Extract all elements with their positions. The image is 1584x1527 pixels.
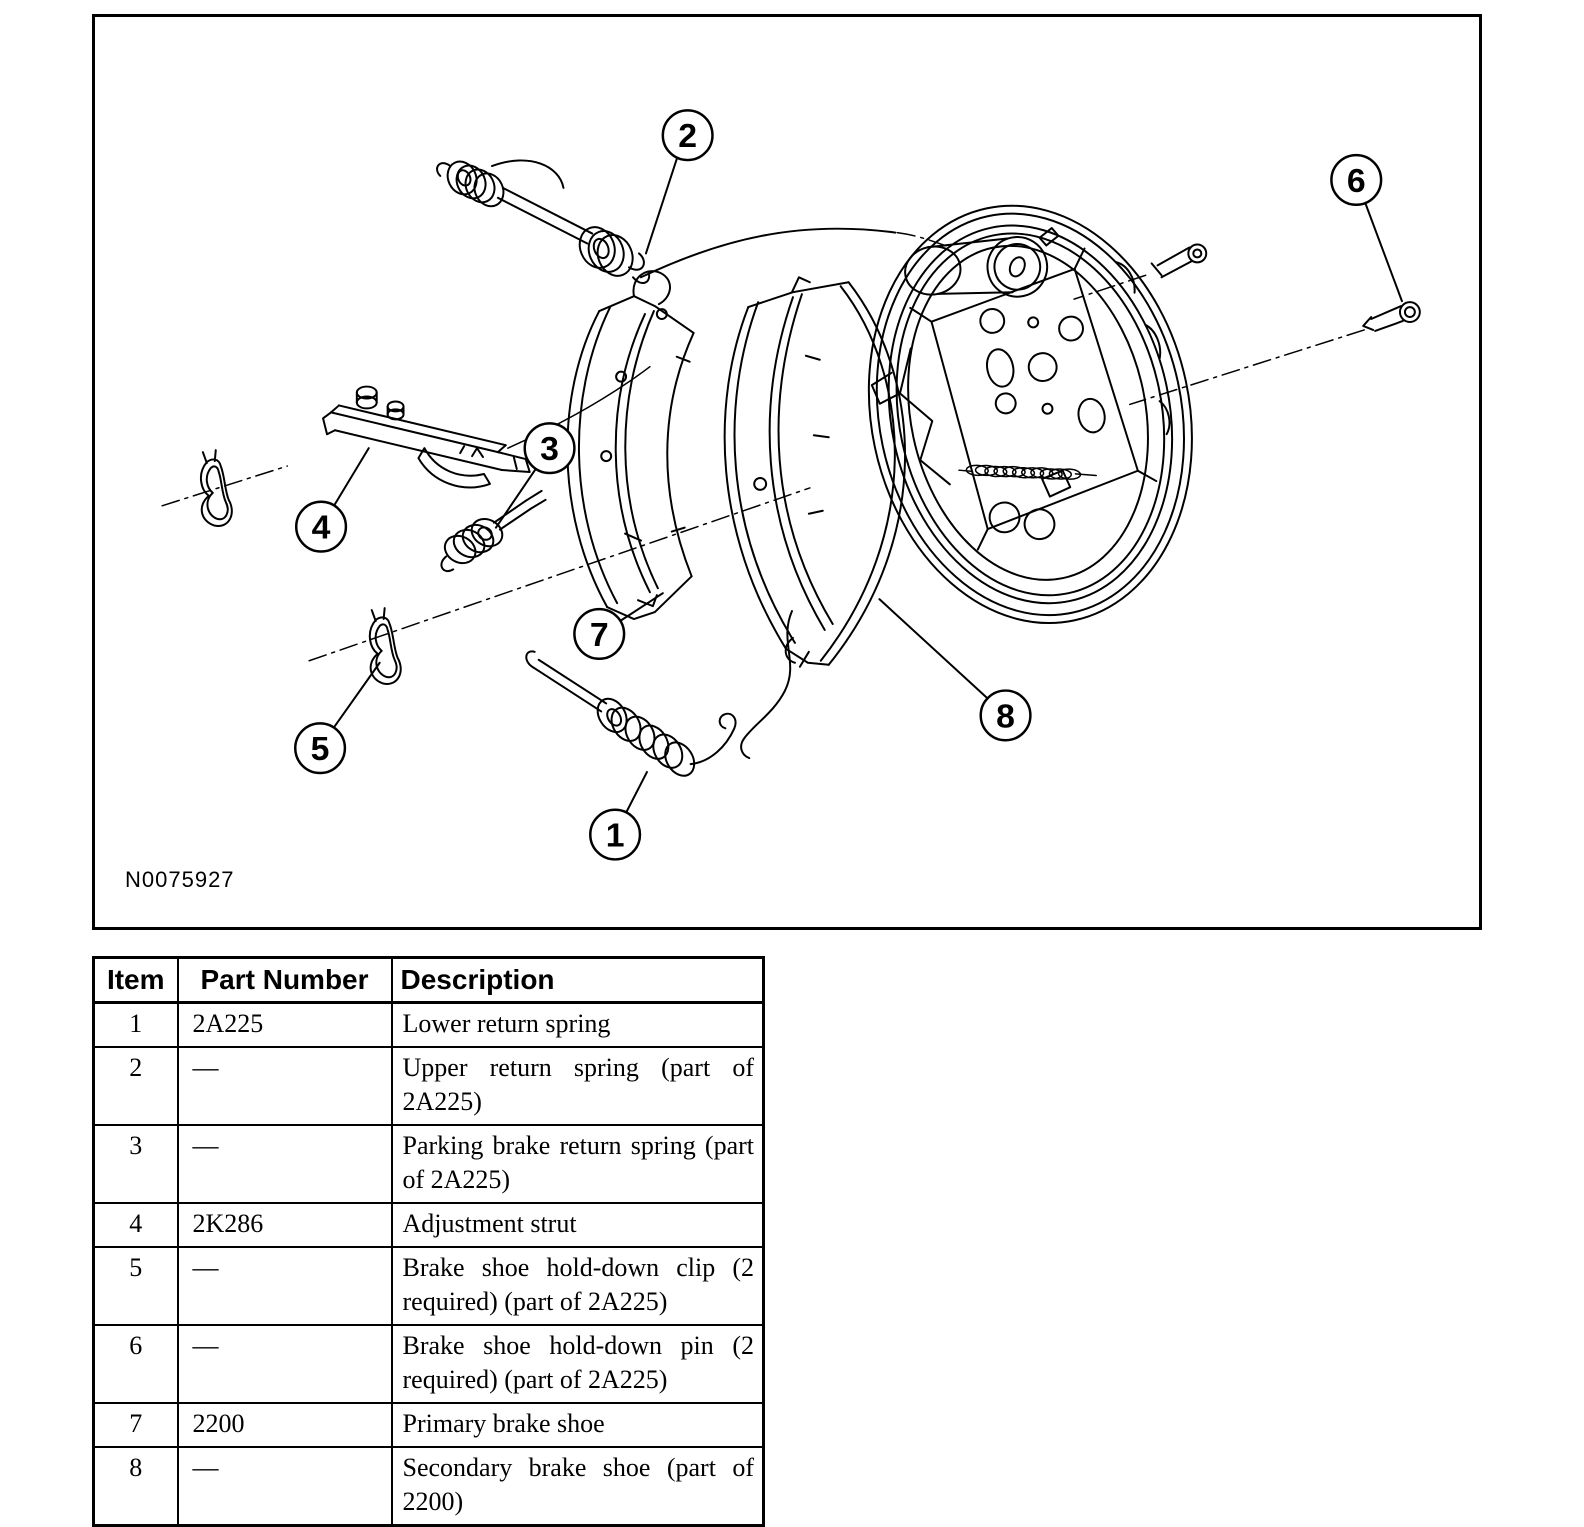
part-number: 2200 <box>178 1403 392 1447</box>
hold-down-pin-right <box>1363 302 1420 331</box>
table-row <box>94 1203 764 1247</box>
table-row <box>94 1003 764 1048</box>
hold-down-clip-lower <box>370 608 401 684</box>
callout-8-label: 8 <box>996 697 1015 736</box>
item-number: 5 <box>94 1247 178 1325</box>
part-description: Upper return spring (part of 2A225) <box>392 1047 764 1125</box>
table-header-row <box>94 958 764 1003</box>
table-row <box>94 1325 764 1403</box>
leader-1 <box>626 772 647 813</box>
header-description: Description <box>392 958 764 1003</box>
parking-cable-lower <box>741 611 792 758</box>
parking-brake-cable <box>641 229 895 278</box>
callout-6-label: 6 <box>1346 161 1366 200</box>
part-number: — <box>178 1125 392 1203</box>
part-description: Brake shoe hold-down clip (2 required) (part of 2A225) <box>392 1247 764 1325</box>
part-number: — <box>178 1247 392 1325</box>
upper-return-spring <box>437 157 649 283</box>
leader-lines <box>334 159 1402 813</box>
leader-8 <box>879 599 987 698</box>
table-row <box>94 1247 764 1325</box>
parts-table <box>92 956 765 1527</box>
hold-down-pin-upper <box>1152 245 1207 278</box>
callout-7-label: 7 <box>589 615 609 654</box>
callout-1-label: 1 <box>605 816 625 855</box>
part-description: Brake shoe hold-down pin (2 required) (part of 2A225) <box>392 1325 764 1403</box>
leader-2 <box>646 159 677 253</box>
plate-face <box>927 265 1143 532</box>
parts-diagram-svg <box>95 17 1479 927</box>
callout-8 <box>981 691 1031 741</box>
header-part-number: Part Number <box>178 958 392 1003</box>
table-row <box>94 1047 764 1125</box>
callout-2-label: 2 <box>678 117 698 156</box>
parking-brake-return-spring <box>440 491 546 571</box>
part-description: Parking brake return spring (part of 2A225) <box>392 1125 764 1203</box>
leader-5 <box>334 663 380 728</box>
part-number: — <box>178 1447 392 1526</box>
callout-4-label: 4 <box>311 508 331 547</box>
part-description: Adjustment strut <box>392 1203 764 1247</box>
item-number: 7 <box>94 1403 178 1447</box>
secondary-brake-shoe <box>725 277 905 666</box>
callouts <box>295 110 1381 859</box>
leader-6 <box>1365 203 1402 301</box>
table-row <box>94 1447 764 1526</box>
figure-frame <box>92 14 1482 930</box>
table-row <box>94 1125 764 1203</box>
part-description: Secondary brake shoe (part of 2200) <box>392 1447 764 1526</box>
clip-axis-line-lower <box>309 488 810 661</box>
callout-1 <box>590 810 640 860</box>
table-row <box>94 1403 764 1447</box>
part-description: Primary brake shoe <box>392 1403 764 1447</box>
callout-5 <box>295 723 345 773</box>
backing-plate-assembly <box>831 175 1230 653</box>
callout-2 <box>663 110 713 160</box>
primary-brake-shoe <box>567 271 693 619</box>
item-number: 6 <box>94 1325 178 1403</box>
figure-reference: N0075927 <box>125 867 235 892</box>
callout-3 <box>525 423 575 473</box>
adjustment-strut <box>323 367 650 488</box>
callout-7 <box>574 609 624 659</box>
item-number: 2 <box>94 1047 178 1125</box>
callout-6 <box>1331 155 1381 205</box>
callout-4 <box>296 502 346 552</box>
part-number: — <box>178 1325 392 1403</box>
callout-5-label: 5 <box>310 730 330 769</box>
leader-4 <box>334 448 369 506</box>
lower-return-spring <box>526 651 735 781</box>
item-number: 8 <box>94 1447 178 1526</box>
part-number: 2A225 <box>178 1003 392 1048</box>
header-item: Item <box>94 958 178 1003</box>
item-number: 3 <box>94 1125 178 1203</box>
part-description: Lower return spring <box>392 1003 764 1048</box>
callout-3-label: 3 <box>540 430 559 469</box>
item-number: 4 <box>94 1203 178 1247</box>
item-number: 1 <box>94 1003 178 1048</box>
part-number: — <box>178 1047 392 1125</box>
part-number: 2K286 <box>178 1203 392 1247</box>
